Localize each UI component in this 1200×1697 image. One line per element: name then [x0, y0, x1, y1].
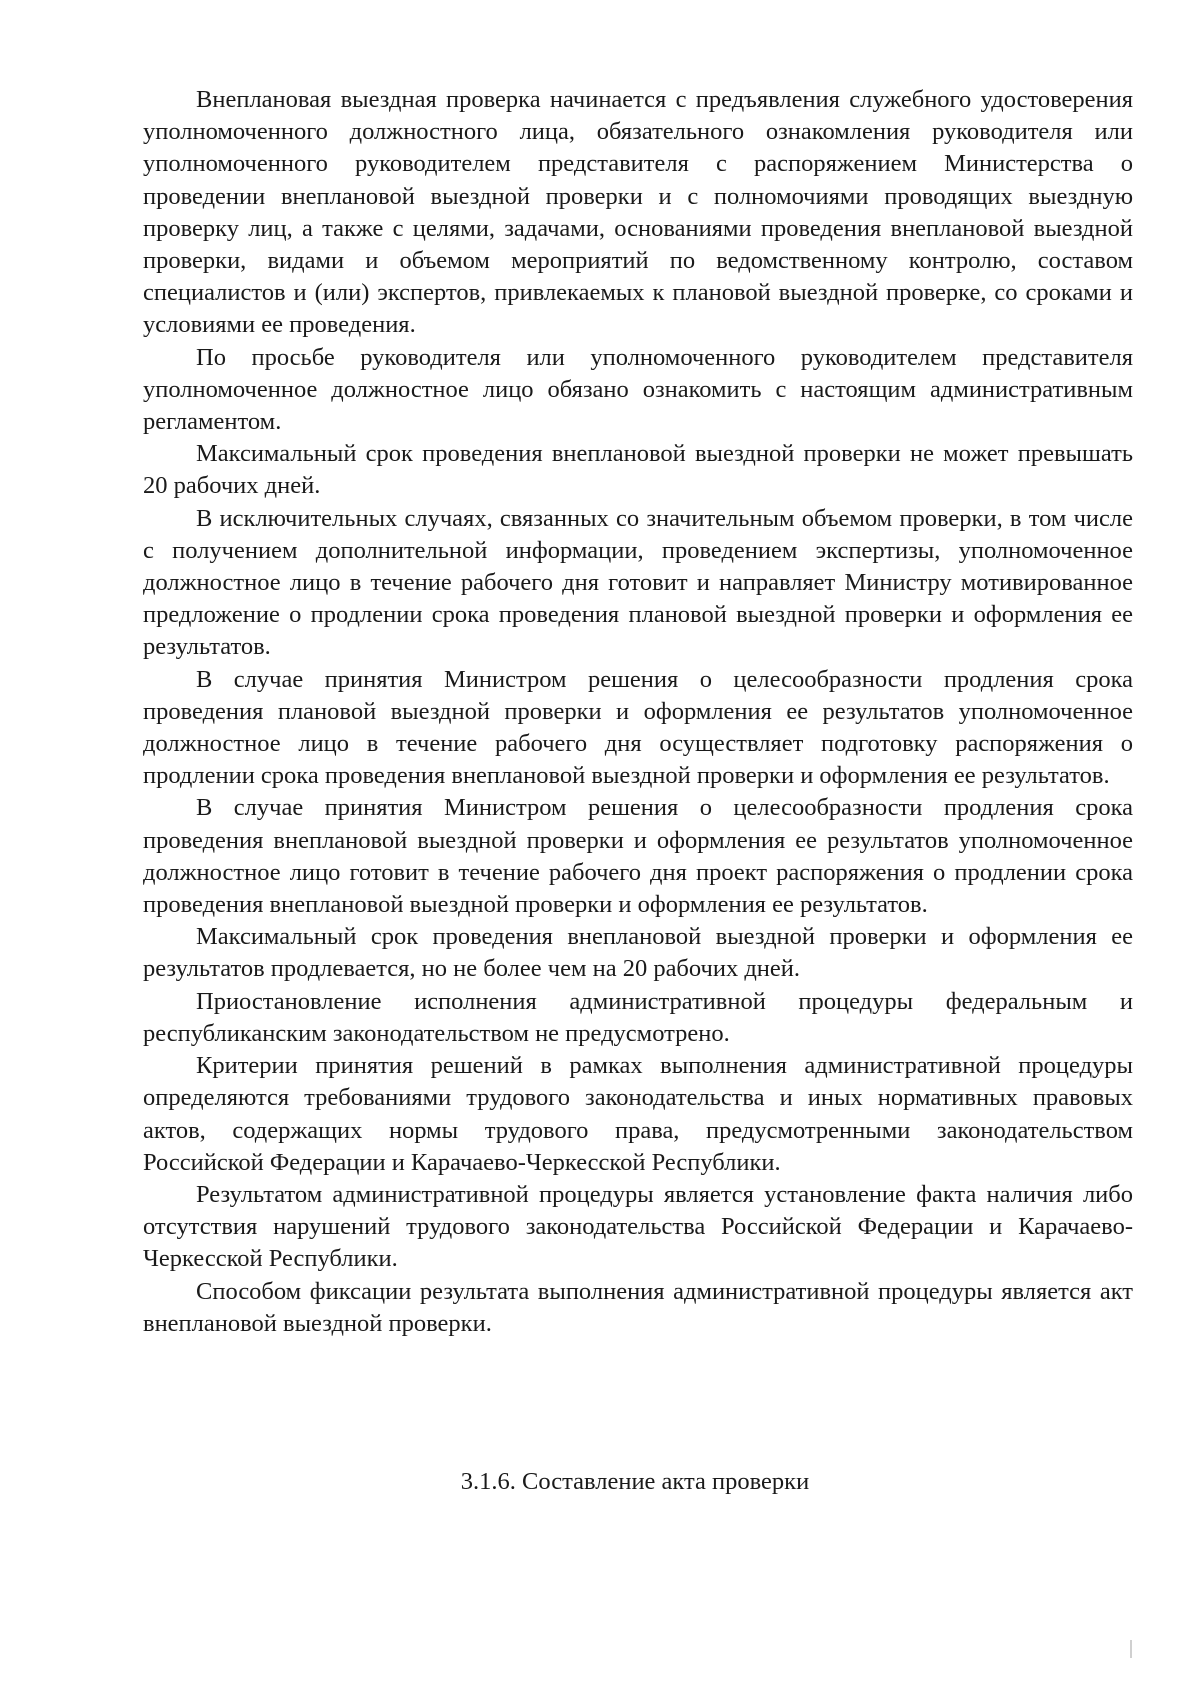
- section-heading: 3.1.6. Составление акта проверки: [460, 1468, 810, 1495]
- paragraph-7: Максимальный срок проведения внеплановой выездной проверки и оформления ее результатов продлевается, но не более чем на 20 рабочих дней.: [143, 923, 1133, 983]
- paragraph-6: В случае принятия Министром решения о целесообразности продления срока проведения внеплановой выездной проверки и оформления ее результатов уполномоченное должностное лицо готовит в течение рабочего дня проект распоряжения о продлении срока проведения внеплановой выездной проверки и оформления ее результатов.: [143, 794, 1133, 919]
- paragraph-11: Способом фиксации результата выполнения административной процедуры является акт внеплановой выездной проверки.: [143, 1277, 1133, 1337]
- paragraph-8: Приостановление исполнения административной процедуры федеральным и республиканским законодательством не предусмотрено.: [143, 987, 1133, 1047]
- paragraph-1: Внеплановая выездная проверка начинается с предъявления служебного удостоверения уполномоченного должностного лица, обязательного ознакомления руководителя или уполномоченного руководителем представителя с распоряжением Министерства о проведении внеплановой выездной проверки и с полномочиями проводящих выездную проверку лиц, а также с целями, задачами, основаниями проведения внеплановой выездной проверки, видами и объемом мероприятий по ведомственному контролю, составом специалистов и (или) экспертов, привлекаемых к плановой выездной проверке, со сроками и условиями ее проведения.: [143, 86, 1133, 339]
- scan-artifact: [1130, 1640, 1132, 1658]
- document-body: [143, 84, 1133, 1340]
- paragraph-3: Максимальный срок проведения внеплановой выездной проверки не может превышать 20 рабочих дней.: [143, 440, 1133, 500]
- paragraph-4: В исключительных случаях, связанных со значительным объемом проверки, в том числе с получением дополнительной информации, проведением экспертизы, уполномоченное должностное лицо в течение рабочего дня готовит и направляет Министру мотивированное предложение о продлении срока проведения плановой выездной проверки и оформления ее результатов.: [143, 504, 1133, 661]
- paragraph-10: Результатом административной процедуры является установление факта наличия либо отсутствия нарушений трудового законодательства Российской Федерации и Карачаево-Черкесской Республики.: [143, 1180, 1133, 1273]
- paragraph-9: Критерии принятия решений в рамках выполнения административной процедуры определяются требованиями трудового законодательства и иных нормативных правовых актов, содержащих нормы трудового права, предусмотренными законодательством Российской Федерации и Карачаево-Черкесской Республики.: [143, 1052, 1133, 1176]
- paragraph-2: По просьбе руководителя или уполномоченного руководителем представителя уполномоченное должностное лицо обязано ознакомить с настоящим административным регламентом.: [143, 343, 1133, 436]
- paragraph-5: В случае принятия Министром решения о целесообразности продления срока проведения плановой выездной проверки и оформления ее результатов уполномоченное должностное лицо в течение рабочего дня осуществляет подготовку распоряжения о продлении срока проведения внеплановой выездной проверки и оформления ее результатов.: [143, 665, 1133, 790]
